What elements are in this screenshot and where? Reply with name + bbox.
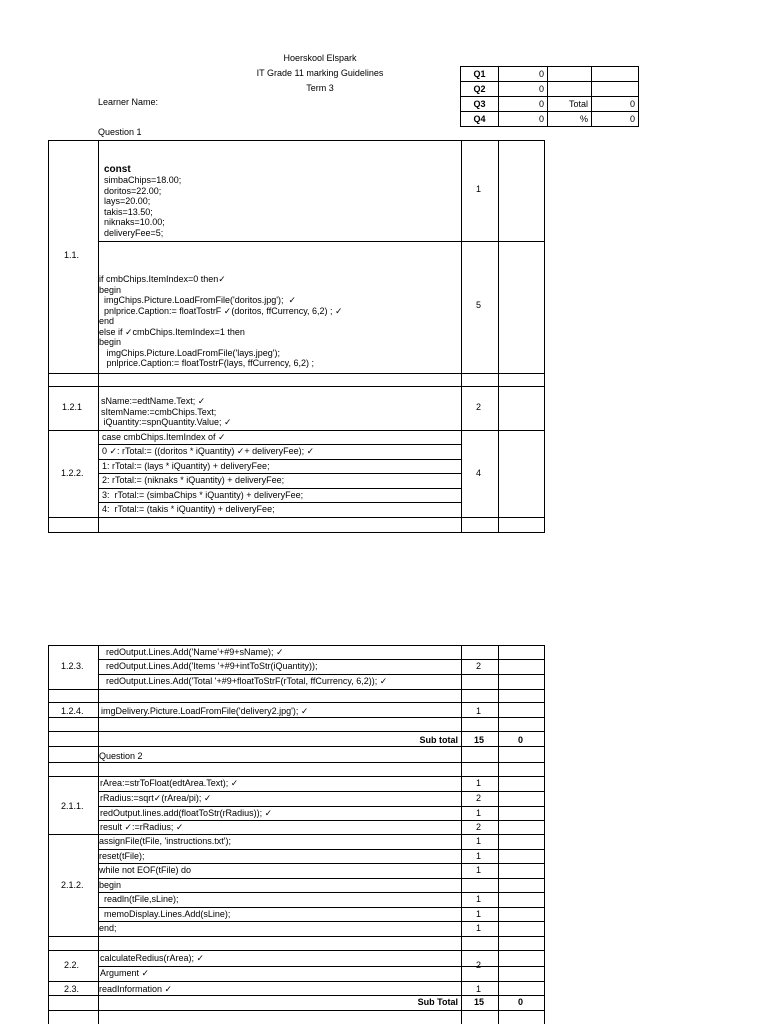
subtotal2-score: 0 — [518, 997, 524, 1007]
question1-heading: Question 1 — [98, 127, 142, 137]
summary-question: Q3 — [461, 97, 499, 112]
code-line: end — [99, 316, 115, 326]
code-line: redOutput.Lines.Add('Items '+#9+intToStr(iQuantity)); — [106, 661, 318, 671]
code-line: 0 ✓: rTotal:= ((doritos * iQuantity) ✓+ deliveryFee); ✓ — [102, 446, 315, 456]
q-number-1-2-2: 1.2.2. — [61, 468, 84, 478]
q-number-2-1-1: 2.1.1. — [61, 801, 84, 811]
code-line: 1: rTotal:= (lays * iQuantity) + deliveryFee; — [102, 461, 270, 471]
const-block — [104, 175, 181, 238]
code-line: takis=13.50; — [104, 206, 153, 217]
school-name: Hoerskool Elspark — [283, 53, 357, 63]
code-line: redOutput.Lines.Add('Total '+#9+floatToStrF(rTotal, ffCurrency, 6,2)); ✓ — [106, 676, 388, 686]
code-line: result ✓:=rRadius; ✓ — [100, 822, 184, 832]
line-1-2-4: imgDelivery.Picture.LoadFromFile('delivery2.jpg'); ✓ — [101, 706, 309, 716]
q-number-1-2-1: 1.2.1 — [62, 402, 83, 412]
code-line: begin — [99, 284, 122, 295]
subtotal2-value: 15 — [474, 997, 485, 1007]
summary-label-value: 0 — [592, 97, 639, 112]
line-mark: 1 — [476, 778, 482, 788]
q-number-1-2-3: 1.2.3. — [61, 661, 84, 671]
code-line: sName:=edtName.Text; ✓ — [101, 396, 206, 406]
mark-if: 5 — [476, 300, 482, 310]
code-line: pnlprice.Caption:= floatTostrF ✓(doritos, ffCurrency, 6,2) ; ✓ — [99, 305, 343, 316]
line-2-3: readInformation ✓ — [99, 984, 173, 994]
line-mark: 1 — [476, 851, 482, 861]
question2-heading: Question 2 — [99, 751, 143, 761]
summary-row — [461, 67, 639, 82]
summary-value: 0 — [499, 97, 548, 112]
code-line: Argument ✓ — [100, 968, 150, 978]
code-line: memoDisplay.Lines.Add(sLine); — [99, 909, 231, 919]
subject-title: IT Grade 11 marking Guidelines — [256, 68, 384, 78]
code-line: reset(tFile); — [99, 851, 145, 861]
line-mark: 1 — [476, 865, 482, 875]
subtotal2-label: Sub Total — [417, 997, 458, 1007]
code-line: begin — [99, 337, 122, 347]
summary-label: Total — [548, 97, 592, 112]
code-line: rArea:=strToFloat(edtArea.Text); ✓ — [100, 778, 239, 788]
code-line: redOutput.Lines.Add('Name'+#9+sName); ✓ — [106, 647, 284, 657]
mark-1-2-2: 4 — [476, 468, 482, 478]
line-mark: 1 — [476, 909, 482, 919]
q-number-1-2-4: 1.2.4. — [61, 706, 84, 716]
summary-table — [460, 66, 639, 127]
mark-2-3: 1 — [476, 984, 482, 994]
summary-question: Q2 — [461, 82, 499, 97]
q-number-2-2: 2.2. — [64, 960, 80, 970]
code-line: case cmbChips.ItemIndex of ✓ — [102, 432, 226, 442]
code-line: simbaChips=18.00; — [104, 175, 182, 185]
code-line: imgChips.Picture.LoadFromFile('doritos.jpg'); ✓ — [99, 295, 297, 305]
line-mark: 1 — [476, 894, 482, 904]
code-line: 3: rTotal:= (simbaChips * iQuantity) + deliveryFee; — [102, 490, 304, 500]
summary-label-value — [592, 67, 639, 82]
mark-1-2-3: 2 — [476, 661, 482, 671]
code-line: pnlprice.Caption:= floatTostrF(lays, ffCurrency, 6,2) ; — [99, 358, 315, 368]
summary-label — [548, 82, 592, 97]
line-mark: 1 — [476, 808, 482, 818]
summary-value: 0 — [499, 67, 548, 82]
code-line: doritos=22.00; — [104, 185, 162, 196]
code-line: redOutput.lines.add(floatToStr(rRadius)); ✓ — [100, 808, 273, 818]
line-mark: 1 — [476, 836, 482, 846]
summary-row — [461, 82, 639, 97]
code-line: assignFile(tFile, 'instructions.txt'); — [99, 836, 231, 846]
code-line: calculateRedius(rArea); ✓ — [100, 953, 205, 963]
subtotal-label: Sub total — [419, 735, 458, 745]
code-line: begin — [99, 880, 122, 890]
mark-1-2-4: 1 — [476, 706, 482, 716]
q-number-2-3: 2.3. — [64, 984, 80, 994]
summary-value: 0 — [499, 112, 548, 127]
line-mark: 2 — [476, 822, 482, 832]
subtotal-value: 15 — [474, 735, 485, 745]
q-number-2-1-2: 2.1.2. — [61, 880, 84, 890]
summary-question: Q4 — [461, 112, 499, 127]
line-mark: 2 — [476, 793, 482, 803]
mark-const: 1 — [476, 184, 482, 194]
learner-name-label: Learner Name: — [98, 97, 159, 107]
code-line: end; — [99, 923, 117, 933]
code-line: niknaks=10.00; — [104, 217, 165, 227]
subtotal-score: 0 — [518, 735, 524, 745]
if-block — [99, 274, 343, 369]
code-line: lays=20.00; — [104, 196, 151, 206]
code-line: imgChips.Picture.LoadFromFile('lays.jpeg'); — [99, 347, 280, 358]
mark-2-2: 2 — [476, 960, 482, 970]
code-line: 4: rTotal:= (takis * iQuantity) + deliveryFee; — [102, 504, 275, 514]
summary-question: Q1 — [461, 67, 499, 82]
code-line: deliveryFee=5; — [104, 227, 164, 238]
code-line: if cmbChips.ItemIndex=0 then✓ — [99, 274, 226, 284]
code-line: sItemName:=cmbChips.Text; — [101, 406, 217, 417]
code-line: else if ✓cmbChips.ItemIndex=1 then — [99, 326, 245, 337]
summary-row — [461, 112, 639, 127]
block-1-2-1 — [101, 396, 232, 428]
summary-label — [548, 67, 592, 82]
summary-value: 0 — [499, 82, 548, 97]
q-number-1-1: 1.1. — [64, 250, 80, 260]
summary-row — [461, 97, 639, 112]
const-keyword: const — [104, 164, 131, 175]
summary-label-value: 0 — [592, 112, 639, 127]
line-mark: 1 — [476, 923, 482, 933]
code-line: readln(tFile,sLine); — [99, 894, 179, 904]
code-line: 2: rTotal:= (niknaks * iQuantity) + deliveryFee; — [102, 475, 285, 485]
summary-label-value — [592, 82, 639, 97]
code-line: iQuantity:=spnQuantity.Value; ✓ — [101, 417, 232, 427]
term-label: Term 3 — [306, 83, 334, 93]
code-line: while not EOF(tFile) do — [99, 865, 192, 875]
summary-label: % — [548, 112, 592, 127]
mark-1-2-1: 2 — [476, 402, 482, 412]
code-line: rRadius:=sqrt✓(rArea/pi); ✓ — [100, 793, 212, 803]
